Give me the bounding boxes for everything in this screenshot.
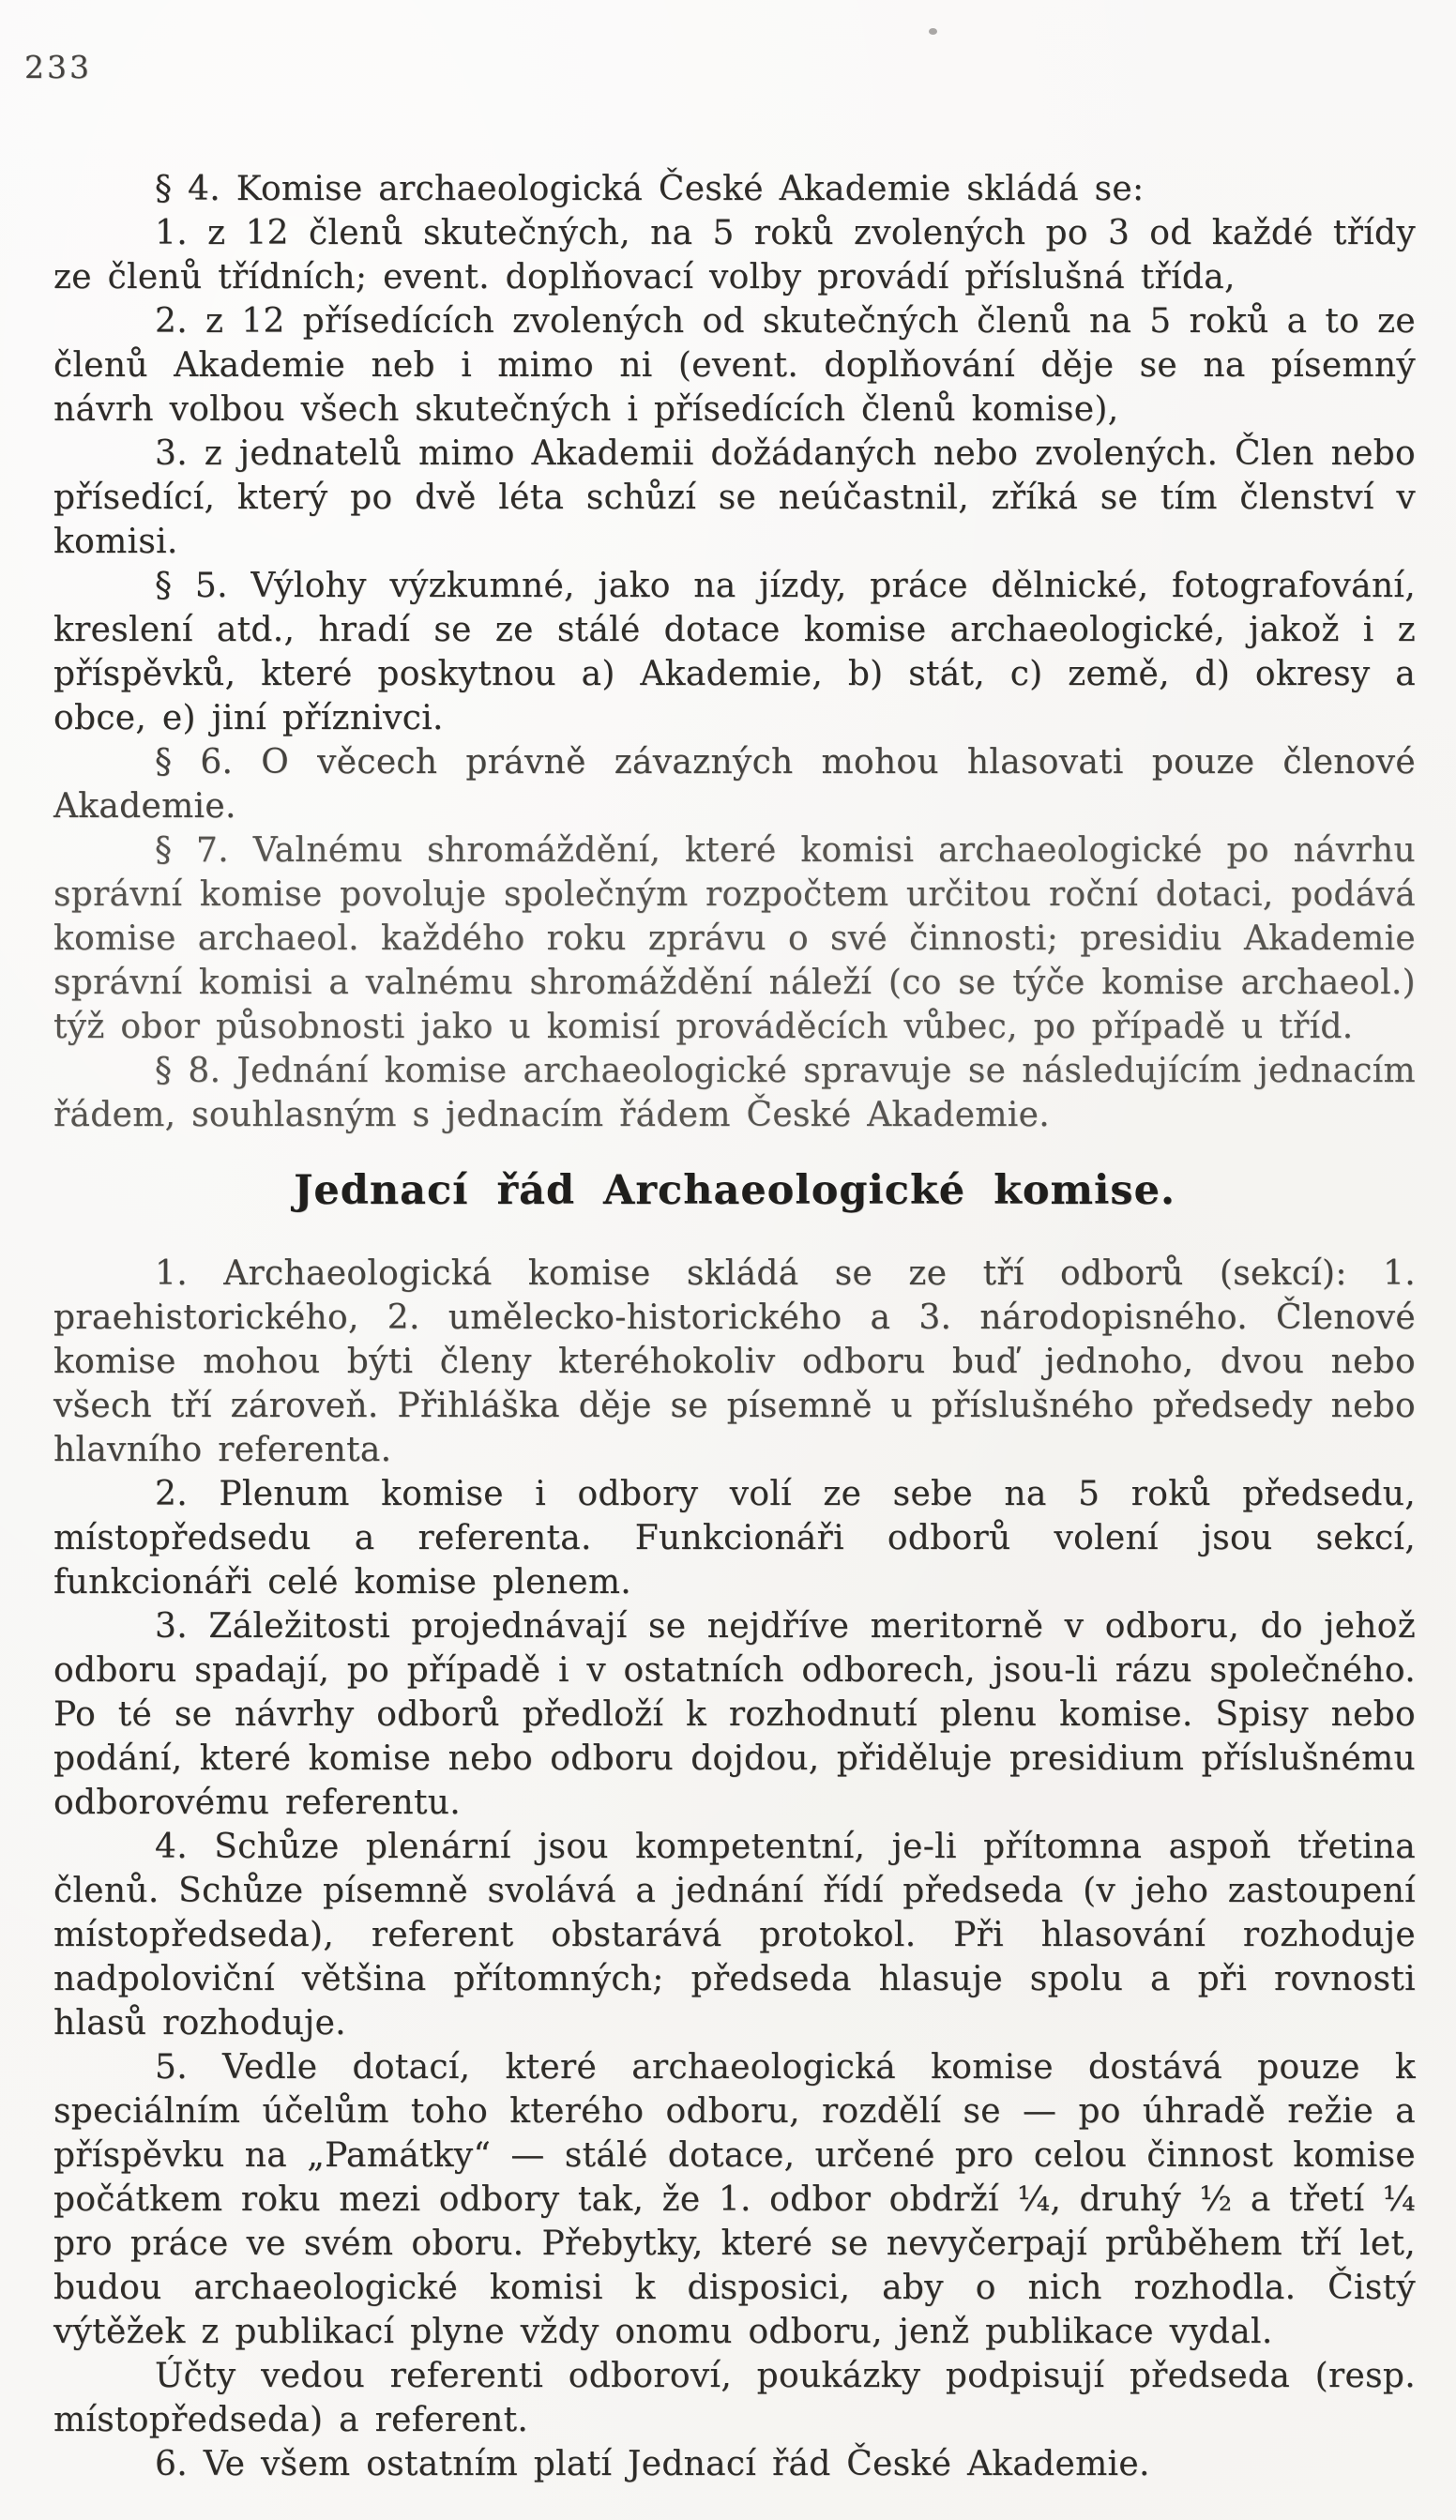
statute-item-1: 1. z 12 členů skutečných, na 5 roků zvolených po 3 od každé třídy ze členů třídních; event. doplňovací volby provádí příslušná třída, (53, 214, 1416, 296)
statute-item-2: 2. z 12 přísedících zvolených od skutečných členů na 5 roků a to ze členů Akademie neb i mimo ni (event. doplňování děje se na písemný návrh volbou všech skutečných i přísedících členů komise), (53, 302, 1416, 429)
rule-item-5: 5. Vedle dotací, které archaeologická komise dostává pouze k speciálním účelům toho kterého odboru, rozdělí se — po úhradě režie a příspěvku na „Památky“ — stálé dotace, určené pro celou činnost komise počátkem roku mezi odbory tak, že 1. odbor obdrží ¼, druhý ½ a třetí ¼ pro práce ve svém oboru. Přebytky, které se nevyčerpají průběhem tří let, budou archaeologické komisi k disposici, aby o nich rozhodla. Čistý výtěžek z publikací plyne vždy onomu odboru, jenž publikace vydal. (53, 2048, 1416, 2351)
page-content (53, 167, 1416, 2486)
scan-artifact-dot (929, 28, 937, 35)
rule-item-2: 2. Plenum komise i odbory volí ze sebe na 5 roků předsedu, místopředsedu a referenta. Funkcionáři odborů volení jsou sekcí, funkcionáři celé komise plenem. (53, 1475, 1416, 1602)
rule-item-4: 4. Schůze plenární jsou kompetentní, je-li přítomna aspoň třetina členů. Schůze písemně svolává a jednání řídí předseda (v jeho zastoupení místopředseda), referent obstarává protokol. Při hlasování rozhoduje nadpoloviční většina přítomných; předseda hlasuje spolu a při rovnosti hlasů rozhoduje. (53, 1828, 1416, 2042)
statute-paragraph-6: § 6. O věcech právně závazných mohou hlasovati pouze členové Akademie. (53, 743, 1416, 826)
rules-heading: Jednací řád Archaeologické komise. (294, 1167, 1175, 1214)
statute-paragraph-5: § 5. Výlohy výzkumné, jako na jízdy, práce dělnické, fotografování, kreslení atd., hradí se ze stálé dotace komise archaeologické, jakož i z příspěvků, které poskytnou a) Akademie, b) stát, c) země, d) okresy a obce, e) jiní příznivci. (53, 567, 1416, 737)
statute-paragraph-7: § 7. Valnému shromáždění, které komisi archaeologické po návrhu správní komise povoluje společným rozpočtem určitou roční dotaci, podává komise archaeol. každého roku zprávu o své činnosti; presidiu Akademie správní komisi a valnému shromáždění náleží (co se týče komise archaeol.) týž obor působnosti jako u komisí prováděcích vůbec, po případě u tříd. (53, 831, 1416, 1046)
statute-paragraph-4: § 4. Komise archaeologická České Akademie skládá se: (155, 170, 1145, 208)
statute-paragraph-8: § 8. Jednání komise archaeologické spravuje se následujícím jednacím řádem, souhlasným s jednacím řádem České Akademie. (53, 1052, 1416, 1134)
statute-item-3: 3. z jednatelů mimo Akademii dožádaných nebo zvolených. Člen nebo přísedící, který po dvě léta schůzí se neúčastnil, zříká se tím členství v komisi. (53, 434, 1416, 561)
rule-item-1: 1. Archaeologická komise skládá se ze tří odborů (sekcí): 1. praehistorického, 2. umělecko-historického a 3. národopisného. Členové komise mohou býti členy kteréhokoliv odboru buď jednoho, dvou nebo všech tří zároveň. Přihláška děje se písemně u příslušného předsedy nebo hlavního referenta. (53, 1254, 1416, 1469)
rule-item-5-accounts: Účty vedou referenti odboroví, poukázky podpisují předseda (resp. místopředseda) a referent. (53, 2357, 1416, 2439)
rule-item-6: 6. Ve všem ostatním platí Jednací řád České Akademie. (155, 2445, 1150, 2483)
rule-item-3: 3. Záležitosti projednávají se nejdříve meritorně v odboru, do jehož odboru spadají, po případě i v ostatních odborech, jsou-li rázu společného. Po té se návrhy odborů předloží k rozhodnutí plenu komise. Spisy nebo podání, které komise nebo odboru dojdou, přiděluje presidium příslušnému odborovému referentu. (53, 1607, 1416, 1822)
page-number: 233 (24, 49, 92, 85)
